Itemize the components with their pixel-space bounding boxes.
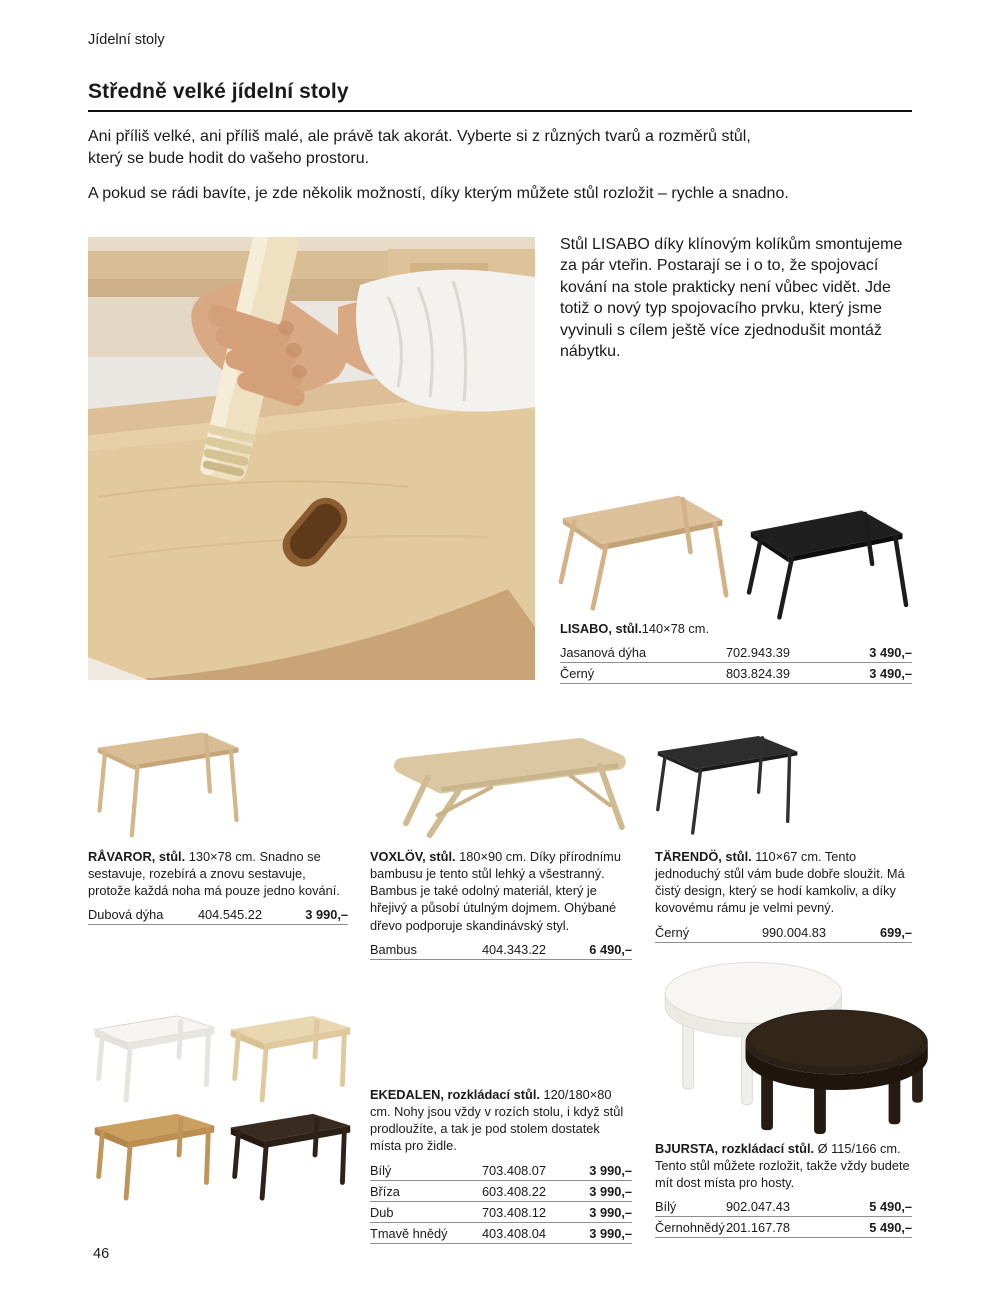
price-label: 5 490,– <box>869 1199 912 1215</box>
variant-label: Bílý <box>370 1162 392 1178</box>
article-number: 803.824.39 <box>725 666 790 682</box>
tarendo-table-image <box>650 726 810 838</box>
product-name: TÄRENDÖ, stůl. <box>655 849 752 864</box>
product-name: VOXLÖV, stůl. <box>370 849 456 864</box>
product-name: BJURSTA, rozkládací stůl. <box>655 1141 815 1156</box>
price-label: 3 990,– <box>589 1183 632 1199</box>
product-title <box>370 848 632 934</box>
product-description: 110×67 cm. Tento jednoduchý stůl vám bude dobře sloužit. Má čistý design, který se hodí kamkoliv, a díky kovovému rámu je velmi pevný. <box>655 849 905 916</box>
product-tarendo <box>655 848 912 943</box>
ekedalen-image-grid <box>88 1008 358 1202</box>
title-divider <box>88 110 912 112</box>
article-number: 702.943.39 <box>725 645 790 661</box>
lisabo-black-table-image <box>740 505 916 621</box>
product-description: Ø 115/166 cm. Tento stůl můžete rozložit, takže vždy budete mít dost místa pro hosty. <box>655 1141 910 1191</box>
bjursta-tables-image <box>655 940 935 1136</box>
assembly-photo-illustration <box>88 237 535 680</box>
price-label: 3 490,– <box>869 645 912 661</box>
price-row <box>655 1217 912 1238</box>
product-title <box>560 620 912 637</box>
article-number: 902.047.43 <box>725 1199 790 1215</box>
variant-label: Černý <box>655 924 690 940</box>
intro-paragraph-2: A pokud se rádi bavíte, je zde několik možností, díky kterým můžete stůl rozložit – rychle a snadno. <box>88 185 789 202</box>
variant-label: Bílý <box>655 1199 677 1215</box>
product-lisabo <box>560 620 912 684</box>
ekedalen-oak-table-image <box>88 1106 222 1202</box>
price-label: 3 990,– <box>589 1225 632 1241</box>
variant-label: Bříza <box>370 1183 400 1199</box>
product-voxlov <box>370 848 632 960</box>
product-title <box>370 1086 632 1155</box>
variant-label: Černý <box>560 666 595 682</box>
price-row <box>560 663 912 684</box>
product-description: 180×90 cm. Díky přírodnímu bambusu je tento stůl lehký a všestranný. Bambus je také odolný materiál, který je hřejivý a působí útulným dojmem. Ohýbané dřevo podporuje skandinávský styl. <box>370 849 621 933</box>
price-row <box>370 1160 632 1181</box>
price-label: 3 490,– <box>869 666 912 682</box>
article-number: 403.408.04 <box>481 1225 546 1241</box>
variant-label: Černohnědý <box>655 1220 725 1236</box>
price-row <box>88 904 348 925</box>
product-title <box>88 848 348 899</box>
product-size: 140×78 cm. <box>641 621 709 636</box>
price-row <box>370 1223 632 1244</box>
bjursta-blackbrown-table <box>746 1010 928 1134</box>
ekedalen-birch-table-image <box>224 1008 358 1104</box>
variant-label: Jasanová dýha <box>560 645 647 661</box>
product-title <box>655 1140 912 1191</box>
price-row <box>370 1202 632 1223</box>
product-name: RÅVAROR, stůl. <box>88 849 186 864</box>
variant-label: Bambus <box>370 941 417 957</box>
ekedalen-white-table-image <box>88 1008 222 1104</box>
product-name: LISABO, stůl. <box>560 621 642 636</box>
product-bjursta <box>655 1140 912 1238</box>
price-row <box>370 1181 632 1202</box>
variant-label: Dubová dýha <box>88 907 164 923</box>
product-title <box>655 848 912 917</box>
price-row <box>560 642 912 663</box>
feature-text: Stůl LISABO díky klínovým kolíkům smontujeme za pár vteřin. Postarají se i o to, že spojovací kování na stole prakticky není vůbec vidět. Jde totiž o nový typ spojovacího prvku, který jsme vyvinuli s cílem ještě více zjednodušit montáž nábytku. <box>560 236 903 361</box>
article-number: 404.545.22 <box>197 907 262 923</box>
price-row <box>370 939 632 960</box>
price-label: 699,– <box>879 924 912 940</box>
assembly-photo <box>88 237 535 680</box>
ravaror-table-image <box>90 723 247 842</box>
price-label: 3 990,– <box>305 907 348 923</box>
breadcrumb: Jídelní stoly <box>88 32 165 48</box>
product-ravaror <box>88 848 348 925</box>
article-number: 703.408.12 <box>481 1204 546 1220</box>
lisabo-ash-table-image <box>553 490 735 612</box>
page-title: Středně velké jídelní stoly <box>88 80 349 103</box>
voxlov-table-image <box>372 736 640 840</box>
article-number: 201.167.78 <box>725 1220 790 1236</box>
product-name: EKEDALEN, rozkládací stůl. <box>370 1087 540 1102</box>
price-label: 5 490,– <box>869 1220 912 1236</box>
product-description: 120/180×80 cm. Nohy jsou vždy v rozích stolu, i když stůl prodloužíte, a tak je pod stolem dostatek místa pro židle. <box>370 1087 624 1154</box>
product-ekedalen <box>370 1086 632 1244</box>
price-label: 3 990,– <box>589 1204 632 1220</box>
variant-label: Tmavě hnědý <box>370 1225 448 1241</box>
price-row <box>655 1196 912 1217</box>
product-description: 130×78 cm. Snadno se sestavuje, rozebírá a znovu sestavuje, protože každá noha má pouze jedno kování. <box>88 849 340 899</box>
ekedalen-darkbrown-table-image <box>224 1106 358 1202</box>
article-number: 603.408.22 <box>481 1183 546 1199</box>
price-label: 3 990,– <box>589 1162 632 1178</box>
price-label: 6 490,– <box>589 941 632 957</box>
variant-label: Dub <box>370 1204 394 1220</box>
article-number: 404.343.22 <box>481 941 546 957</box>
intro-paragraph-1: Ani příliš velké, ani příliš malé, ale právě tak akorát. Vyberte si z různých tvarů a rozměrů stůl, který se bude hodit do vašeho prostoru. <box>88 128 751 167</box>
article-number: 990.004.83 <box>761 924 826 940</box>
page-number: 46 <box>93 1246 110 1262</box>
article-number: 703.408.07 <box>481 1162 546 1178</box>
